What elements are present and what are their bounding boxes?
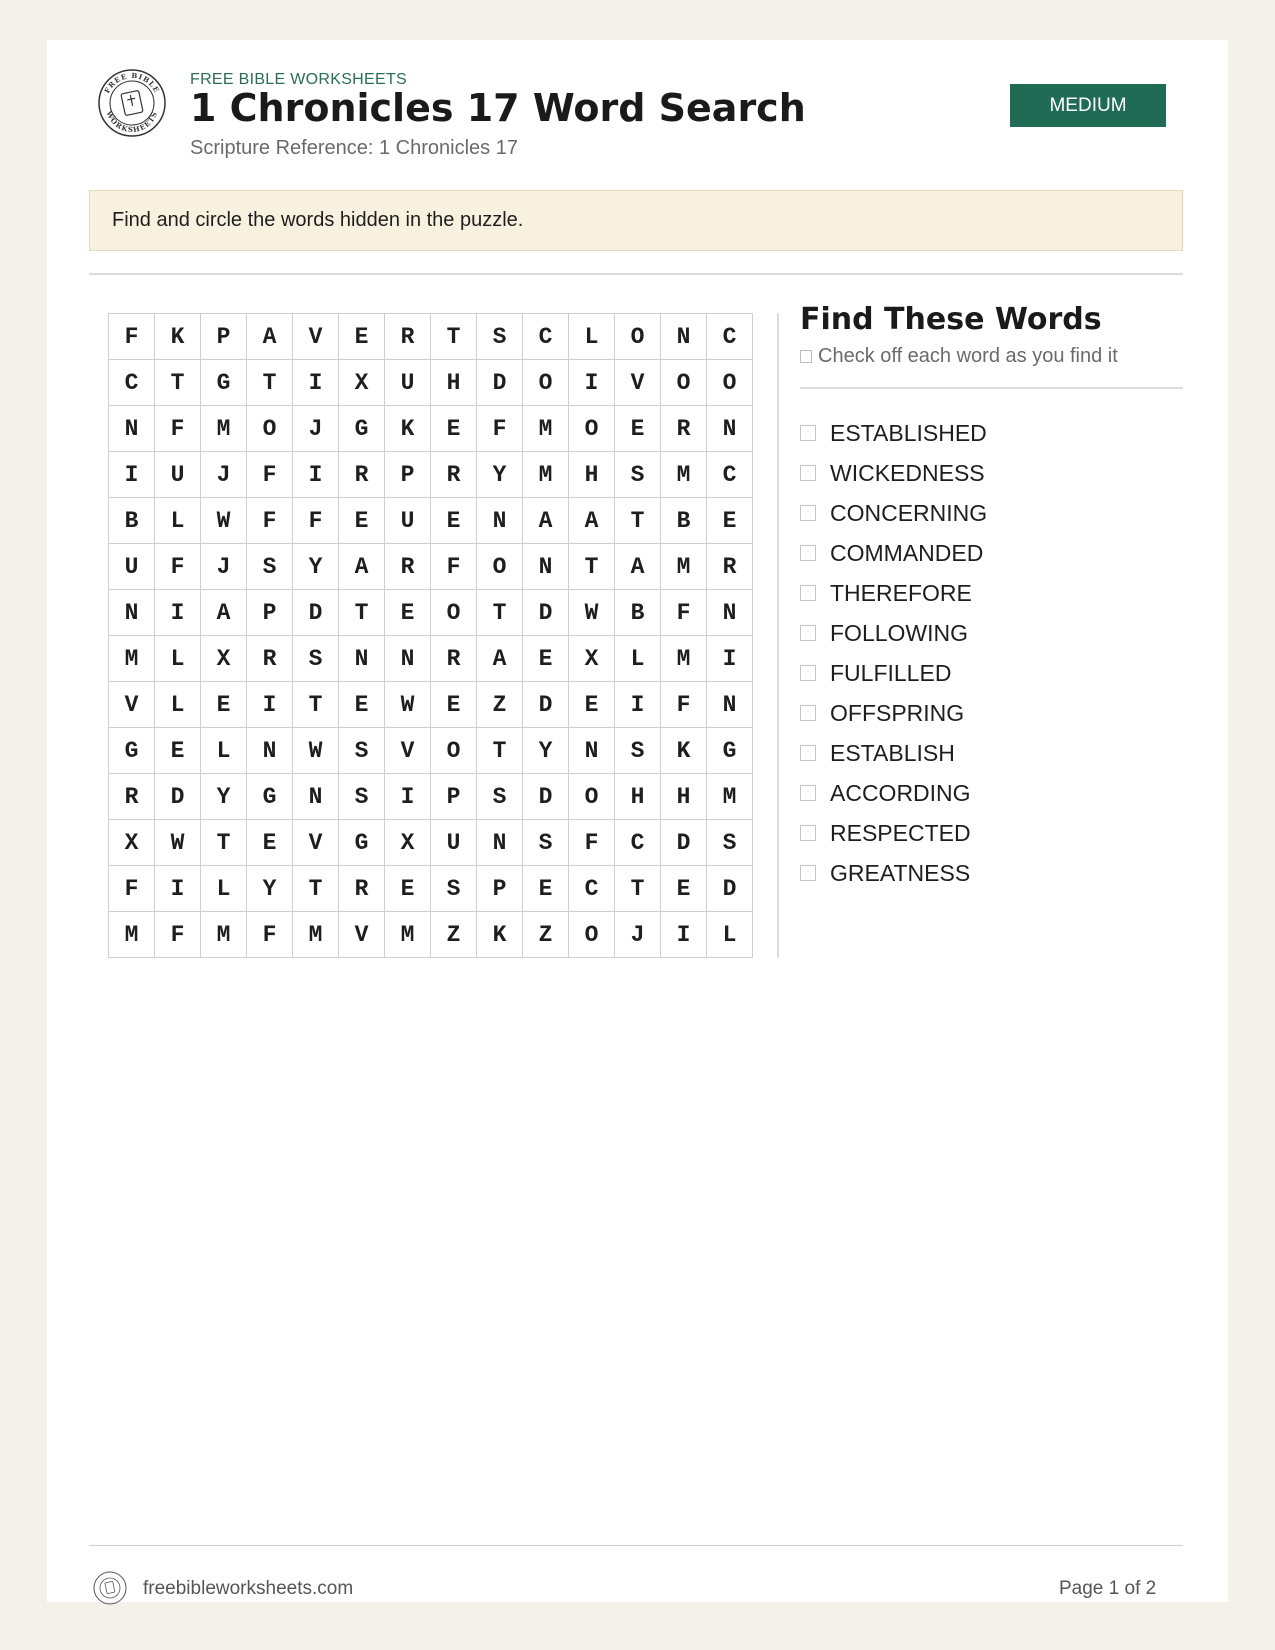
- grid-cell[interactable]: F: [155, 406, 201, 452]
- grid-cell[interactable]: M: [661, 452, 707, 498]
- grid-cell[interactable]: K: [385, 406, 431, 452]
- grid-cell[interactable]: T: [431, 314, 477, 360]
- grid-cell[interactable]: U: [109, 544, 155, 590]
- word-checkbox[interactable]: [800, 505, 816, 521]
- grid-cell[interactable]: T: [615, 498, 661, 544]
- grid-cell[interactable]: N: [707, 590, 753, 636]
- grid-cell[interactable]: V: [109, 682, 155, 728]
- word-item: [800, 773, 987, 813]
- grid-cell[interactable]: U: [385, 498, 431, 544]
- grid-cell[interactable]: H: [615, 774, 661, 820]
- grid-cell[interactable]: H: [661, 774, 707, 820]
- bible-logo-icon: [97, 68, 167, 138]
- grid-cell[interactable]: A: [201, 590, 247, 636]
- vertical-divider: [777, 313, 779, 958]
- grid-cell[interactable]: E: [431, 406, 477, 452]
- grid-cell[interactable]: W: [569, 590, 615, 636]
- grid-cell[interactable]: T: [293, 682, 339, 728]
- grid-cell[interactable]: R: [247, 636, 293, 682]
- brand-label: FREE BIBLE WORKSHEETS: [190, 71, 408, 88]
- grid-cell[interactable]: E: [431, 682, 477, 728]
- grid-cell[interactable]: M: [201, 912, 247, 958]
- grid-cell[interactable]: D: [523, 682, 569, 728]
- checkbox-icon: [800, 350, 812, 363]
- divider: [800, 387, 1183, 389]
- grid-cell[interactable]: A: [477, 636, 523, 682]
- grid-cell[interactable]: G: [247, 774, 293, 820]
- grid-cell[interactable]: O: [569, 406, 615, 452]
- grid-cell[interactable]: E: [523, 866, 569, 912]
- grid-cell[interactable]: N: [385, 636, 431, 682]
- grid-cell[interactable]: D: [523, 590, 569, 636]
- grid-cell[interactable]: B: [661, 498, 707, 544]
- grid-cell[interactable]: N: [109, 590, 155, 636]
- grid-cell[interactable]: M: [661, 544, 707, 590]
- grid-cell[interactable]: S: [339, 774, 385, 820]
- grid-cell[interactable]: C: [707, 452, 753, 498]
- grid-cell[interactable]: M: [201, 406, 247, 452]
- grid-cell[interactable]: E: [339, 314, 385, 360]
- grid-cell[interactable]: N: [247, 728, 293, 774]
- grid-cell[interactable]: O: [569, 774, 615, 820]
- grid-cell[interactable]: Y: [523, 728, 569, 774]
- word-item: [800, 613, 987, 653]
- grid-cell[interactable]: O: [247, 406, 293, 452]
- grid-cell[interactable]: A: [615, 544, 661, 590]
- instructions-box: Find and circle the words hidden in the puzzle.: [89, 190, 1183, 251]
- grid-cell[interactable]: M: [523, 406, 569, 452]
- grid-cell[interactable]: F: [247, 498, 293, 544]
- word-checkbox[interactable]: [800, 665, 816, 681]
- grid-cell[interactable]: F: [247, 452, 293, 498]
- grid-cell[interactable]: O: [707, 360, 753, 406]
- grid-cell[interactable]: S: [477, 314, 523, 360]
- word-checkbox[interactable]: [800, 545, 816, 561]
- grid-cell[interactable]: L: [201, 866, 247, 912]
- grid-cell[interactable]: T: [247, 360, 293, 406]
- grid-cell[interactable]: R: [385, 314, 431, 360]
- grid-cell[interactable]: I: [293, 452, 339, 498]
- grid-cell[interactable]: B: [109, 498, 155, 544]
- grid-cell[interactable]: O: [477, 544, 523, 590]
- grid-cell[interactable]: H: [569, 452, 615, 498]
- grid-cell[interactable]: A: [569, 498, 615, 544]
- grid-cell[interactable]: K: [477, 912, 523, 958]
- grid-cell[interactable]: T: [569, 544, 615, 590]
- grid-cell[interactable]: Y: [201, 774, 247, 820]
- grid-cell[interactable]: R: [707, 544, 753, 590]
- worksheet-page: [47, 40, 1228, 1602]
- grid-cell[interactable]: N: [661, 314, 707, 360]
- grid-cell[interactable]: W: [293, 728, 339, 774]
- grid-cell[interactable]: K: [661, 728, 707, 774]
- grid-cell[interactable]: Z: [431, 912, 477, 958]
- word-checkbox[interactable]: [800, 705, 816, 721]
- grid-cell[interactable]: F: [661, 590, 707, 636]
- grid-cell[interactable]: T: [615, 866, 661, 912]
- word-list-hint: [800, 345, 1118, 368]
- grid-cell[interactable]: B: [615, 590, 661, 636]
- word-item: [800, 853, 987, 893]
- grid-cell[interactable]: X: [569, 636, 615, 682]
- grid-cell[interactable]: T: [477, 728, 523, 774]
- grid-cell[interactable]: T: [339, 590, 385, 636]
- grid-cell[interactable]: C: [615, 820, 661, 866]
- page-title: 1 Chronicles 17 Word Search: [190, 86, 806, 130]
- word-checkbox[interactable]: [800, 465, 816, 481]
- grid-cell[interactable]: I: [707, 636, 753, 682]
- grid-cell[interactable]: G: [707, 728, 753, 774]
- grid-cell[interactable]: P: [477, 866, 523, 912]
- grid-cell[interactable]: S: [247, 544, 293, 590]
- svg-text:FREE BIBLE: [102, 71, 161, 95]
- word-label: FOLLOWING: [830, 619, 969, 646]
- grid-cell[interactable]: R: [109, 774, 155, 820]
- grid-cell[interactable]: J: [293, 406, 339, 452]
- grid-cell[interactable]: F: [155, 544, 201, 590]
- grid-cell[interactable]: C: [523, 314, 569, 360]
- grid-cell[interactable]: C: [109, 360, 155, 406]
- grid-cell[interactable]: X: [385, 820, 431, 866]
- grid-cell[interactable]: S: [707, 820, 753, 866]
- word-label: COMMANDED: [830, 539, 984, 566]
- grid-cell[interactable]: S: [431, 866, 477, 912]
- grid-cell[interactable]: F: [569, 820, 615, 866]
- grid-cell[interactable]: L: [569, 314, 615, 360]
- grid-cell[interactable]: I: [109, 452, 155, 498]
- grid-cell[interactable]: L: [707, 912, 753, 958]
- grid-cell[interactable]: U: [385, 360, 431, 406]
- grid-cell[interactable]: I: [155, 866, 201, 912]
- grid-cell[interactable]: O: [615, 314, 661, 360]
- divider: [89, 273, 1183, 275]
- grid-cell[interactable]: D: [707, 866, 753, 912]
- word-checkbox[interactable]: [800, 745, 816, 761]
- grid-cell[interactable]: M: [661, 636, 707, 682]
- word-label: ESTABLISHED: [830, 419, 987, 446]
- word-label: FULFILLED: [830, 659, 952, 686]
- grid-cell[interactable]: N: [293, 774, 339, 820]
- grid-cell[interactable]: E: [155, 728, 201, 774]
- grid-cell[interactable]: W: [201, 498, 247, 544]
- grid-cell[interactable]: F: [661, 682, 707, 728]
- word-label: WICKEDNESS: [830, 459, 985, 486]
- grid-cell[interactable]: Z: [477, 682, 523, 728]
- grid-cell[interactable]: E: [431, 498, 477, 544]
- grid-cell[interactable]: N: [477, 820, 523, 866]
- word-item: [800, 733, 987, 773]
- grid-cell[interactable]: K: [155, 314, 201, 360]
- grid-cell[interactable]: S: [477, 774, 523, 820]
- grid-cell[interactable]: V: [293, 820, 339, 866]
- grid-cell[interactable]: E: [615, 406, 661, 452]
- footer-divider: [89, 1545, 1183, 1546]
- word-item: [800, 453, 987, 493]
- grid-cell[interactable]: U: [155, 452, 201, 498]
- grid-cell[interactable]: L: [155, 682, 201, 728]
- grid-cell[interactable]: L: [201, 728, 247, 774]
- word-item: [800, 493, 987, 533]
- grid-cell[interactable]: J: [201, 544, 247, 590]
- grid-cell[interactable]: C: [569, 866, 615, 912]
- grid-cell[interactable]: G: [201, 360, 247, 406]
- grid-cell[interactable]: D: [293, 590, 339, 636]
- grid-cell[interactable]: O: [569, 912, 615, 958]
- grid-cell[interactable]: L: [155, 498, 201, 544]
- page-number: Page 1 of 2: [1059, 1578, 1157, 1599]
- word-item: [800, 573, 987, 613]
- grid-cell[interactable]: F: [109, 866, 155, 912]
- grid-cell[interactable]: I: [293, 360, 339, 406]
- grid-cell[interactable]: E: [569, 682, 615, 728]
- grid-cell[interactable]: S: [523, 820, 569, 866]
- grid-cell[interactable]: E: [661, 866, 707, 912]
- grid-cell[interactable]: R: [385, 544, 431, 590]
- grid-cell[interactable]: E: [523, 636, 569, 682]
- word-search-grid: [108, 313, 753, 958]
- grid-cell[interactable]: F: [431, 544, 477, 590]
- grid-cell[interactable]: A: [339, 544, 385, 590]
- grid-cell[interactable]: V: [293, 314, 339, 360]
- word-label: THEREFORE: [830, 579, 972, 606]
- grid-cell[interactable]: G: [339, 406, 385, 452]
- grid-cell[interactable]: O: [431, 728, 477, 774]
- grid-cell[interactable]: O: [523, 360, 569, 406]
- grid-cell[interactable]: I: [155, 590, 201, 636]
- grid-cell[interactable]: D: [523, 774, 569, 820]
- grid-cell[interactable]: N: [339, 636, 385, 682]
- grid-cell[interactable]: W: [385, 682, 431, 728]
- grid-cell[interactable]: U: [431, 820, 477, 866]
- grid-cell[interactable]: P: [247, 590, 293, 636]
- word-checkbox[interactable]: [800, 585, 816, 601]
- grid-cell[interactable]: H: [431, 360, 477, 406]
- grid-cell[interactable]: E: [707, 498, 753, 544]
- word-item: [800, 533, 987, 573]
- scripture-reference: Scripture Reference: 1 Chronicles 17: [190, 137, 518, 159]
- grid-cell[interactable]: G: [109, 728, 155, 774]
- grid-cell[interactable]: M: [293, 912, 339, 958]
- grid-cell[interactable]: E: [385, 866, 431, 912]
- grid-cell[interactable]: R: [339, 452, 385, 498]
- grid-cell[interactable]: V: [339, 912, 385, 958]
- grid-cell[interactable]: A: [523, 498, 569, 544]
- grid-cell[interactable]: P: [201, 314, 247, 360]
- word-label: OFFSPRING: [830, 699, 965, 726]
- grid-cell[interactable]: A: [247, 314, 293, 360]
- logo-text-top: FREE BIBLE: [102, 70, 162, 95]
- difficulty-badge: MEDIUM: [1010, 84, 1166, 127]
- word-label: RESPECTED: [830, 819, 971, 846]
- grid-cell[interactable]: R: [431, 452, 477, 498]
- grid-cell[interactable]: Z: [523, 912, 569, 958]
- grid-cell[interactable]: G: [339, 820, 385, 866]
- word-label: CONCERNING: [830, 499, 988, 526]
- grid-cell[interactable]: E: [201, 682, 247, 728]
- word-label: ACCORDING: [830, 779, 971, 806]
- grid-cell[interactable]: M: [385, 912, 431, 958]
- grid-cell[interactable]: F: [109, 314, 155, 360]
- word-checkbox[interactable]: [800, 865, 816, 881]
- grid-cell[interactable]: I: [569, 360, 615, 406]
- grid-cell[interactable]: L: [615, 636, 661, 682]
- word-checkbox[interactable]: [800, 785, 816, 801]
- grid-cell[interactable]: M: [109, 912, 155, 958]
- grid-cell[interactable]: T: [201, 820, 247, 866]
- word-list-title: Find These Words: [800, 302, 1102, 337]
- word-checkbox[interactable]: [800, 625, 816, 641]
- logo-text-bottom: WORKSHEETS: [104, 109, 160, 135]
- grid-cell[interactable]: V: [385, 728, 431, 774]
- footer-site: freebibleworksheets.com: [143, 1578, 354, 1599]
- word-item: [800, 413, 987, 453]
- grid-cell[interactable]: R: [431, 636, 477, 682]
- grid-cell[interactable]: I: [247, 682, 293, 728]
- grid-cell[interactable]: X: [339, 360, 385, 406]
- grid-cell[interactable]: S: [339, 728, 385, 774]
- grid-cell[interactable]: R: [339, 866, 385, 912]
- grid-cell[interactable]: O: [661, 360, 707, 406]
- grid-cell[interactable]: C: [707, 314, 753, 360]
- grid-cell[interactable]: R: [661, 406, 707, 452]
- grid-cell[interactable]: E: [247, 820, 293, 866]
- grid-cell[interactable]: M: [523, 452, 569, 498]
- grid-cell[interactable]: F: [293, 498, 339, 544]
- grid-cell[interactable]: D: [155, 774, 201, 820]
- grid-cell[interactable]: N: [109, 406, 155, 452]
- grid-cell[interactable]: S: [615, 452, 661, 498]
- grid-cell[interactable]: J: [615, 912, 661, 958]
- word-checkbox[interactable]: [800, 425, 816, 441]
- grid-cell[interactable]: I: [385, 774, 431, 820]
- grid-cell[interactable]: D: [661, 820, 707, 866]
- grid-cell[interactable]: F: [247, 912, 293, 958]
- grid-cell[interactable]: E: [385, 590, 431, 636]
- grid-cell[interactable]: M: [109, 636, 155, 682]
- grid-cell[interactable]: S: [615, 728, 661, 774]
- grid-cell[interactable]: Y: [293, 544, 339, 590]
- grid-cell[interactable]: N: [707, 682, 753, 728]
- grid-cell[interactable]: T: [155, 360, 201, 406]
- grid-cell[interactable]: F: [477, 406, 523, 452]
- word-item: [800, 693, 987, 733]
- grid-cell[interactable]: P: [385, 452, 431, 498]
- grid-cell[interactable]: E: [339, 682, 385, 728]
- word-list-hint-text: Check off each word as you find it: [818, 345, 1118, 367]
- word-list: [800, 413, 987, 893]
- grid-cell[interactable]: O: [431, 590, 477, 636]
- grid-cell[interactable]: T: [477, 590, 523, 636]
- grid-cell[interactable]: F: [155, 912, 201, 958]
- grid-cell[interactable]: W: [155, 820, 201, 866]
- word-item: [800, 813, 987, 853]
- grid-cell[interactable]: N: [569, 728, 615, 774]
- grid-cell[interactable]: Y: [477, 452, 523, 498]
- grid-cell[interactable]: N: [523, 544, 569, 590]
- footer-logo-icon: [92, 1570, 128, 1606]
- grid-cell[interactable]: N: [707, 406, 753, 452]
- grid-cell[interactable]: D: [477, 360, 523, 406]
- grid-cell[interactable]: I: [661, 912, 707, 958]
- word-label: ESTABLISH: [830, 739, 955, 766]
- grid-cell[interactable]: N: [477, 498, 523, 544]
- word-item: [800, 653, 987, 693]
- word-checkbox[interactable]: [800, 825, 816, 841]
- grid-cell[interactable]: V: [615, 360, 661, 406]
- grid-cell[interactable]: P: [431, 774, 477, 820]
- word-label: GREATNESS: [830, 859, 971, 886]
- grid-cell[interactable]: Y: [247, 866, 293, 912]
- grid-cell[interactable]: I: [615, 682, 661, 728]
- grid-cell[interactable]: J: [201, 452, 247, 498]
- grid-cell[interactable]: E: [339, 498, 385, 544]
- grid-cell[interactable]: S: [293, 636, 339, 682]
- grid-cell[interactable]: L: [155, 636, 201, 682]
- grid-cell[interactable]: T: [293, 866, 339, 912]
- grid-cell[interactable]: X: [201, 636, 247, 682]
- grid-cell[interactable]: X: [109, 820, 155, 866]
- grid-cell[interactable]: M: [707, 774, 753, 820]
